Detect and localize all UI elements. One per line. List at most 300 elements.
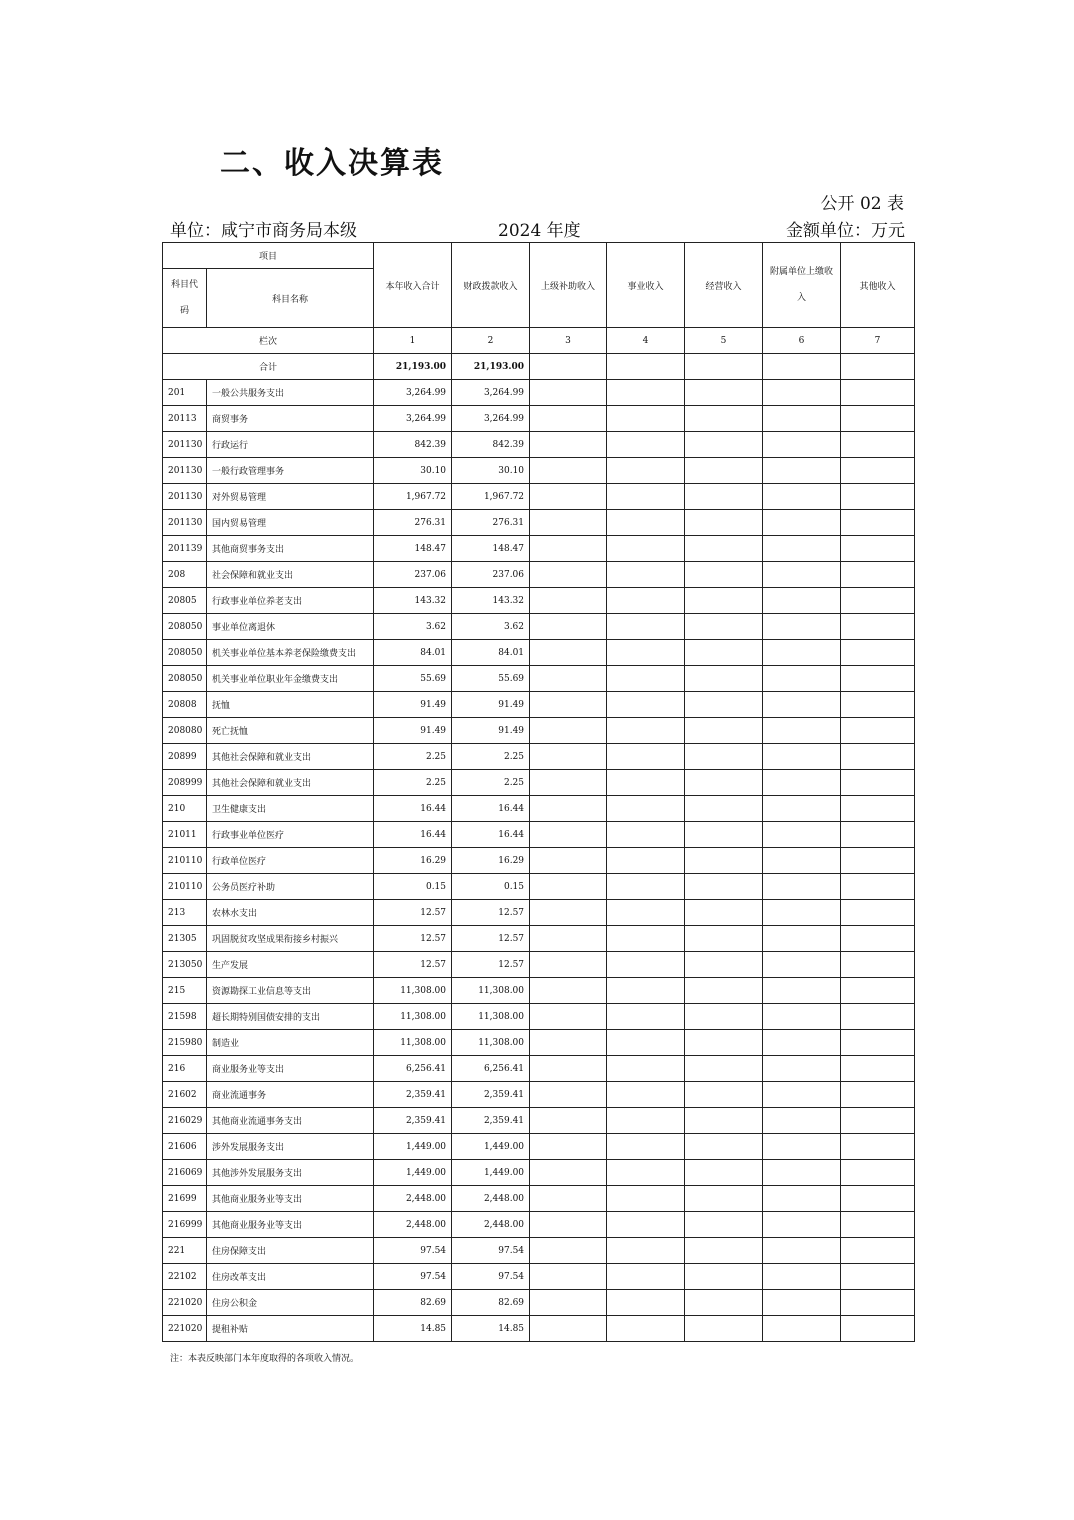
row-other xyxy=(841,900,915,926)
row-total: 1,967.72 xyxy=(374,484,452,510)
table-row xyxy=(163,692,915,718)
row-affiliated xyxy=(763,1238,841,1264)
row-total: 3.62 xyxy=(374,614,452,640)
row-name: 国内贸易管理 xyxy=(207,510,374,536)
row-code: 21606 xyxy=(163,1134,207,1160)
row-fiscal: 55.69 xyxy=(452,666,530,692)
row-affiliated xyxy=(763,1160,841,1186)
row-other xyxy=(841,848,915,874)
row-fiscal: 2.25 xyxy=(452,744,530,770)
row-code: 21598 xyxy=(163,1004,207,1030)
row-code: 216 xyxy=(163,1056,207,1082)
row-fiscal: 16.44 xyxy=(452,796,530,822)
row-operating xyxy=(685,484,763,510)
row-operating xyxy=(685,588,763,614)
row-total: 12.57 xyxy=(374,926,452,952)
row-superior xyxy=(530,1186,607,1212)
row-affiliated xyxy=(763,1290,841,1316)
row-fiscal: 11,308.00 xyxy=(452,1030,530,1056)
row-business xyxy=(607,536,685,562)
row-superior xyxy=(530,1082,607,1108)
col-index-7: 7 xyxy=(841,328,915,354)
row-other xyxy=(841,1134,915,1160)
table-row xyxy=(163,1264,915,1290)
row-code: 208050 xyxy=(163,640,207,666)
row-total: 91.49 xyxy=(374,718,452,744)
row-superior xyxy=(530,926,607,952)
header-business: 事业收入 xyxy=(607,243,685,328)
row-other xyxy=(841,822,915,848)
row-fiscal: 82.69 xyxy=(452,1290,530,1316)
row-affiliated xyxy=(763,484,841,510)
row-fiscal: 97.54 xyxy=(452,1264,530,1290)
row-name: 资源勘探工业信息等支出 xyxy=(207,978,374,1004)
row-fiscal: 3.62 xyxy=(452,614,530,640)
row-other xyxy=(841,510,915,536)
row-superior xyxy=(530,1290,607,1316)
row-fiscal: 97.54 xyxy=(452,1238,530,1264)
row-code: 22102 xyxy=(163,1264,207,1290)
row-other xyxy=(841,536,915,562)
table-row xyxy=(163,510,915,536)
header-affiliated: 附属单位上缴收入 xyxy=(763,243,841,328)
row-business xyxy=(607,1082,685,1108)
row-operating xyxy=(685,1316,763,1342)
row-name: 一般行政管理事务 xyxy=(207,458,374,484)
row-operating xyxy=(685,1108,763,1134)
row-affiliated xyxy=(763,744,841,770)
row-operating xyxy=(685,718,763,744)
row-code: 21011 xyxy=(163,822,207,848)
row-name: 商业服务业等支出 xyxy=(207,1056,374,1082)
row-other xyxy=(841,796,915,822)
table-row xyxy=(163,770,915,796)
row-other xyxy=(841,1316,915,1342)
row-fiscal: 12.57 xyxy=(452,952,530,978)
row-name: 其他商业服务业等支出 xyxy=(207,1186,374,1212)
row-business xyxy=(607,1238,685,1264)
row-fiscal: 30.10 xyxy=(452,458,530,484)
row-code: 221020 xyxy=(163,1316,207,1342)
row-affiliated xyxy=(763,432,841,458)
row-affiliated xyxy=(763,406,841,432)
header-name: 科目名称 xyxy=(207,269,374,328)
row-total: 14.85 xyxy=(374,1316,452,1342)
row-name: 农林水支出 xyxy=(207,900,374,926)
row-operating xyxy=(685,692,763,718)
row-name: 行政运行 xyxy=(207,432,374,458)
table-row xyxy=(163,822,915,848)
row-total: 55.69 xyxy=(374,666,452,692)
row-code: 215 xyxy=(163,978,207,1004)
row-affiliated xyxy=(763,1030,841,1056)
row-code: 201139 xyxy=(163,536,207,562)
row-name: 住房保障支出 xyxy=(207,1238,374,1264)
row-business xyxy=(607,1108,685,1134)
row-code: 221020 xyxy=(163,1290,207,1316)
header-fiscal: 财政拨款收入 xyxy=(452,243,530,328)
row-code: 210 xyxy=(163,796,207,822)
row-business xyxy=(607,484,685,510)
row-name: 住房公积金 xyxy=(207,1290,374,1316)
table-row xyxy=(163,848,915,874)
row-total: 12.57 xyxy=(374,900,452,926)
row-operating xyxy=(685,874,763,900)
row-operating xyxy=(685,1030,763,1056)
row-total: 11,308.00 xyxy=(374,978,452,1004)
row-operating xyxy=(685,614,763,640)
row-superior xyxy=(530,1160,607,1186)
table-row xyxy=(163,588,915,614)
row-operating xyxy=(685,1264,763,1290)
row-operating xyxy=(685,796,763,822)
row-superior xyxy=(530,432,607,458)
table-number: 公开 02 表 xyxy=(820,194,904,214)
row-affiliated xyxy=(763,822,841,848)
row-affiliated xyxy=(763,458,841,484)
row-affiliated xyxy=(763,640,841,666)
row-affiliated xyxy=(763,978,841,1004)
row-fiscal: 143.32 xyxy=(452,588,530,614)
row-affiliated xyxy=(763,1316,841,1342)
row-code: 201130 xyxy=(163,432,207,458)
row-total: 148.47 xyxy=(374,536,452,562)
table-row xyxy=(163,1108,915,1134)
row-superior xyxy=(530,1030,607,1056)
row-code: 201130 xyxy=(163,484,207,510)
row-superior xyxy=(530,770,607,796)
row-fiscal: 84.01 xyxy=(452,640,530,666)
table-row xyxy=(163,1212,915,1238)
row-superior xyxy=(530,640,607,666)
row-other xyxy=(841,770,915,796)
row-fiscal: 91.49 xyxy=(452,718,530,744)
row-code: 216999 xyxy=(163,1212,207,1238)
row-fiscal: 16.44 xyxy=(452,822,530,848)
table-row xyxy=(163,380,915,406)
row-other xyxy=(841,1030,915,1056)
row-affiliated xyxy=(763,1134,841,1160)
row-other xyxy=(841,1108,915,1134)
row-fiscal: 237.06 xyxy=(452,562,530,588)
col-index-6: 6 xyxy=(763,328,841,354)
row-business xyxy=(607,770,685,796)
row-operating xyxy=(685,1004,763,1030)
row-superior xyxy=(530,1212,607,1238)
row-affiliated xyxy=(763,692,841,718)
row-operating xyxy=(685,1160,763,1186)
row-total: 2.25 xyxy=(374,744,452,770)
row-name: 机关事业单位基本养老保险缴费支出 xyxy=(207,640,374,666)
row-other xyxy=(841,458,915,484)
row-code: 213 xyxy=(163,900,207,926)
row-other xyxy=(841,1238,915,1264)
row-other xyxy=(841,380,915,406)
row-superior xyxy=(530,900,607,926)
table-row xyxy=(163,458,915,484)
row-total: 3,264.99 xyxy=(374,380,452,406)
table-row xyxy=(163,1316,915,1342)
row-affiliated xyxy=(763,874,841,900)
row-affiliated xyxy=(763,614,841,640)
row-superior xyxy=(530,822,607,848)
row-superior xyxy=(530,1134,607,1160)
row-name: 商业流通事务 xyxy=(207,1082,374,1108)
row-fiscal: 842.39 xyxy=(452,432,530,458)
row-total: 2,448.00 xyxy=(374,1212,452,1238)
col-index-1: 1 xyxy=(374,328,452,354)
row-total: 1,449.00 xyxy=(374,1134,452,1160)
row-business xyxy=(607,666,685,692)
row-operating xyxy=(685,666,763,692)
row-affiliated xyxy=(763,1212,841,1238)
row-business xyxy=(607,1030,685,1056)
row-total: 11,308.00 xyxy=(374,1004,452,1030)
row-affiliated xyxy=(763,1264,841,1290)
row-fiscal: 11,308.00 xyxy=(452,978,530,1004)
summary-label: 合计 xyxy=(163,354,374,380)
row-code: 20899 xyxy=(163,744,207,770)
row-total: 84.01 xyxy=(374,640,452,666)
row-total: 30.10 xyxy=(374,458,452,484)
row-name: 机关事业单位职业年金缴费支出 xyxy=(207,666,374,692)
row-other xyxy=(841,614,915,640)
row-superior xyxy=(530,458,607,484)
row-superior xyxy=(530,848,607,874)
row-operating xyxy=(685,952,763,978)
col-index-2: 2 xyxy=(452,328,530,354)
row-code: 20808 xyxy=(163,692,207,718)
row-fiscal: 14.85 xyxy=(452,1316,530,1342)
row-code: 21699 xyxy=(163,1186,207,1212)
row-superior xyxy=(530,692,607,718)
row-superior xyxy=(530,1108,607,1134)
row-code: 21602 xyxy=(163,1082,207,1108)
row-operating xyxy=(685,1212,763,1238)
row-code: 221 xyxy=(163,1238,207,1264)
table-row xyxy=(163,952,915,978)
row-operating xyxy=(685,458,763,484)
row-fiscal: 1,967.72 xyxy=(452,484,530,510)
table-row xyxy=(163,744,915,770)
table-row xyxy=(163,1186,915,1212)
row-other xyxy=(841,666,915,692)
row-fiscal: 148.47 xyxy=(452,536,530,562)
row-total: 91.49 xyxy=(374,692,452,718)
row-business xyxy=(607,1134,685,1160)
table-row xyxy=(163,1082,915,1108)
row-business xyxy=(607,692,685,718)
year-label: 2024 年度 xyxy=(498,221,581,241)
summary-row xyxy=(163,354,915,380)
row-business xyxy=(607,380,685,406)
row-total: 2,448.00 xyxy=(374,1186,452,1212)
row-superior xyxy=(530,744,607,770)
row-operating xyxy=(685,978,763,1004)
row-operating xyxy=(685,744,763,770)
row-operating xyxy=(685,406,763,432)
row-total: 82.69 xyxy=(374,1290,452,1316)
row-affiliated xyxy=(763,1082,841,1108)
row-name: 超长期特别国债安排的支出 xyxy=(207,1004,374,1030)
row-affiliated xyxy=(763,770,841,796)
row-operating xyxy=(685,562,763,588)
row-total: 842.39 xyxy=(374,432,452,458)
row-name: 卫生健康支出 xyxy=(207,796,374,822)
meta-row xyxy=(170,216,905,240)
table-row xyxy=(163,796,915,822)
row-code: 208050 xyxy=(163,666,207,692)
row-superior xyxy=(530,1004,607,1030)
table-row xyxy=(163,1238,915,1264)
row-operating xyxy=(685,1056,763,1082)
table-row xyxy=(163,1290,915,1316)
row-other xyxy=(841,1004,915,1030)
row-fiscal: 16.29 xyxy=(452,848,530,874)
row-superior xyxy=(530,562,607,588)
row-name: 公务员医疗补助 xyxy=(207,874,374,900)
row-business xyxy=(607,1316,685,1342)
footnote: 注：本表反映部门本年度取得的各项收入情况。 xyxy=(170,1354,360,1364)
row-superior xyxy=(530,614,607,640)
row-fiscal: 2,359.41 xyxy=(452,1082,530,1108)
row-other xyxy=(841,926,915,952)
row-name: 涉外发展服务支出 xyxy=(207,1134,374,1160)
row-total: 1,449.00 xyxy=(374,1160,452,1186)
row-superior xyxy=(530,1238,607,1264)
row-affiliated xyxy=(763,1108,841,1134)
row-business xyxy=(607,1056,685,1082)
row-business xyxy=(607,562,685,588)
row-fiscal: 276.31 xyxy=(452,510,530,536)
header-code: 科目代码 xyxy=(163,269,207,328)
table-row xyxy=(163,1056,915,1082)
header-superior: 上级补助收入 xyxy=(530,243,607,328)
row-fiscal: 0.15 xyxy=(452,874,530,900)
row-other xyxy=(841,978,915,1004)
row-superior xyxy=(530,1316,607,1342)
row-fiscal: 1,449.00 xyxy=(452,1134,530,1160)
table-row xyxy=(163,484,915,510)
row-name: 商贸事务 xyxy=(207,406,374,432)
table-row xyxy=(163,432,915,458)
row-fiscal: 1,449.00 xyxy=(452,1160,530,1186)
row-code: 208 xyxy=(163,562,207,588)
row-other xyxy=(841,1082,915,1108)
row-business xyxy=(607,640,685,666)
table-row xyxy=(163,1160,915,1186)
row-name: 行政事业单位养老支出 xyxy=(207,588,374,614)
row-other xyxy=(841,744,915,770)
row-code: 208080 xyxy=(163,718,207,744)
row-business xyxy=(607,406,685,432)
row-code: 20805 xyxy=(163,588,207,614)
row-name: 行政事业单位医疗 xyxy=(207,822,374,848)
row-fiscal: 2,448.00 xyxy=(452,1186,530,1212)
col-index-3: 3 xyxy=(530,328,607,354)
row-name: 其他商业服务业等支出 xyxy=(207,1212,374,1238)
table-row xyxy=(163,718,915,744)
header-total: 本年收入合计 xyxy=(374,243,452,328)
table-row xyxy=(163,1004,915,1030)
col-index-5: 5 xyxy=(685,328,763,354)
row-code: 208999 xyxy=(163,770,207,796)
row-business xyxy=(607,1264,685,1290)
row-affiliated xyxy=(763,718,841,744)
row-affiliated xyxy=(763,588,841,614)
table-row xyxy=(163,900,915,926)
row-total: 3,264.99 xyxy=(374,406,452,432)
row-total: 143.32 xyxy=(374,588,452,614)
col-index-4: 4 xyxy=(607,328,685,354)
row-superior xyxy=(530,406,607,432)
row-total: 2.25 xyxy=(374,770,452,796)
row-fiscal: 12.57 xyxy=(452,900,530,926)
row-superior xyxy=(530,588,607,614)
row-business xyxy=(607,1186,685,1212)
row-affiliated xyxy=(763,900,841,926)
row-affiliated xyxy=(763,1004,841,1030)
row-name: 其他社会保障和就业支出 xyxy=(207,744,374,770)
row-superior xyxy=(530,874,607,900)
row-operating xyxy=(685,770,763,796)
row-total: 6,256.41 xyxy=(374,1056,452,1082)
row-superior xyxy=(530,484,607,510)
income-table xyxy=(162,242,915,1342)
row-affiliated xyxy=(763,380,841,406)
row-name: 提租补贴 xyxy=(207,1316,374,1342)
unit-label: 单位：咸宁市商务局本级 xyxy=(170,221,357,241)
row-business xyxy=(607,874,685,900)
row-code: 21305 xyxy=(163,926,207,952)
row-operating xyxy=(685,1134,763,1160)
row-superior xyxy=(530,952,607,978)
row-business xyxy=(607,848,685,874)
row-fiscal: 3,264.99 xyxy=(452,406,530,432)
row-other xyxy=(841,1056,915,1082)
summary-fiscal: 21,193.00 xyxy=(452,354,530,380)
row-other xyxy=(841,718,915,744)
table-row xyxy=(163,614,915,640)
row-operating xyxy=(685,1082,763,1108)
row-operating xyxy=(685,536,763,562)
row-business xyxy=(607,1160,685,1186)
row-code: 215980 xyxy=(163,1030,207,1056)
row-fiscal: 2,448.00 xyxy=(452,1212,530,1238)
row-business xyxy=(607,1004,685,1030)
row-code: 210110 xyxy=(163,848,207,874)
row-operating xyxy=(685,848,763,874)
row-fiscal: 12.57 xyxy=(452,926,530,952)
header-other: 其他收入 xyxy=(841,243,915,328)
row-business xyxy=(607,1212,685,1238)
row-other xyxy=(841,562,915,588)
header-project: 项目 xyxy=(163,243,374,269)
row-affiliated xyxy=(763,952,841,978)
row-name: 生产发展 xyxy=(207,952,374,978)
row-code: 201 xyxy=(163,380,207,406)
row-affiliated xyxy=(763,562,841,588)
row-superior xyxy=(530,380,607,406)
row-other xyxy=(841,484,915,510)
row-code: 208050 xyxy=(163,614,207,640)
row-other xyxy=(841,952,915,978)
table-row xyxy=(163,1134,915,1160)
row-business xyxy=(607,744,685,770)
row-operating xyxy=(685,822,763,848)
row-business xyxy=(607,614,685,640)
summary-total: 21,193.00 xyxy=(374,354,452,380)
